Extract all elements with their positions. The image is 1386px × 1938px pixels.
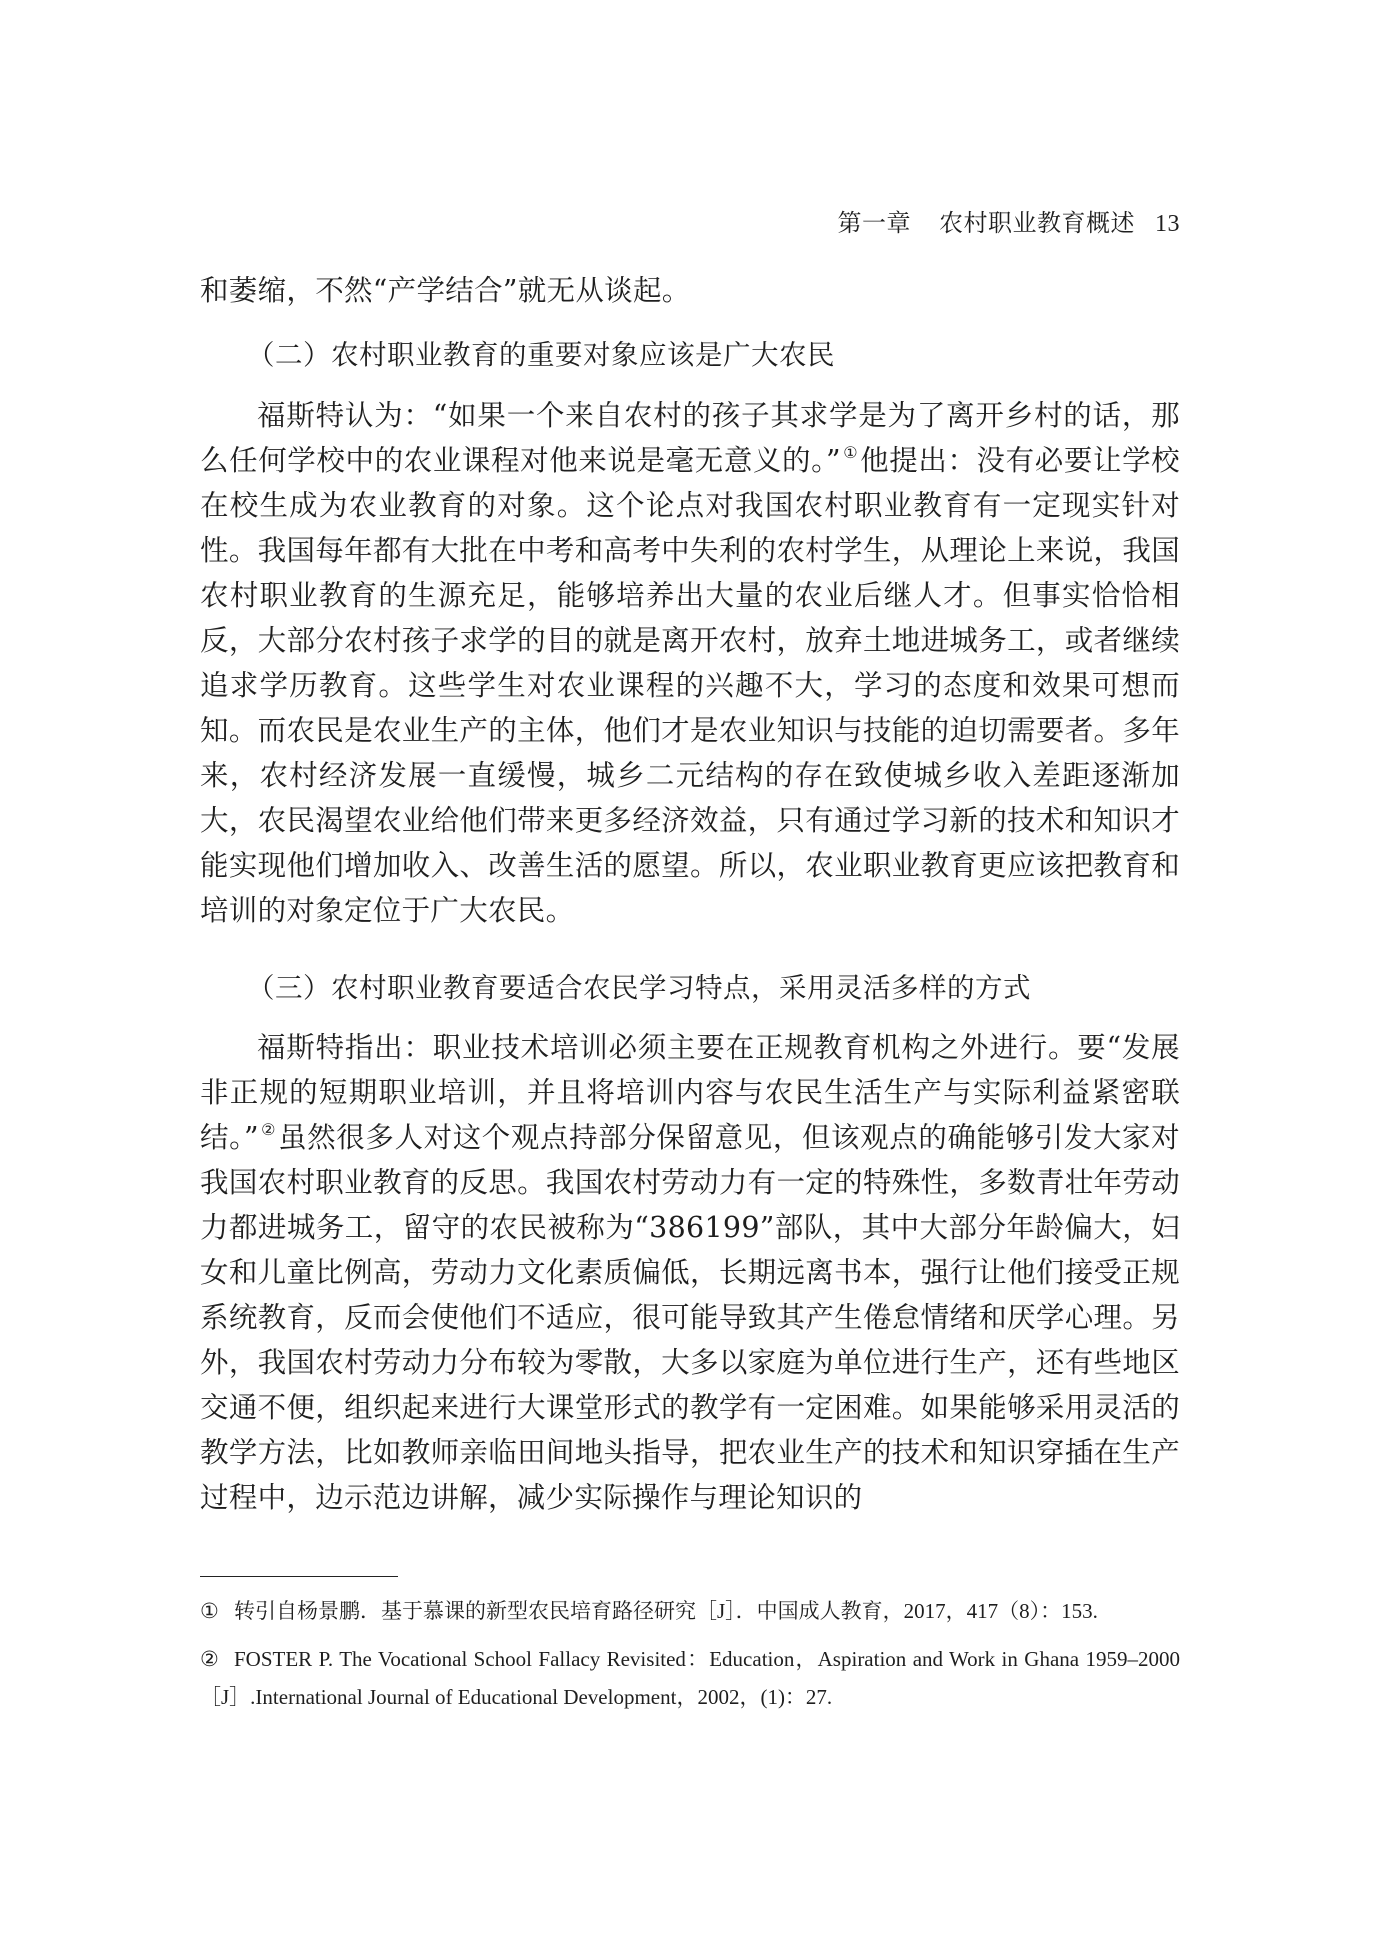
section-2-text-b: 他提出：没有必要让学校在校生成为农业教育的对象。这个论点对我国农村职业教育有一定现实针对性。我国每年都有大批在中考和高考中失利的农村学生，从理论上来说，我国农村职业教育的生源充足，能够培养出大量的农业后继人才。但事实恰恰相反，大部分农村孩子求学的目的就是离开农村，放弃土地进城务工，或者继续追求学历教育。这些学生对农业课程的兴趣不大，学习的态度和效果可想而知。而农民是农业生产的主体，他们才是农业知识与技能的迫切需要者。多年来，农村经济发展一直缓慢，城乡二元结构的存在致使城乡收入差距逐渐加大，农民渴望农业给他们带来更多经济效益，只有通过学习新的技术和知识才能实现他们增加收入、改善生活的愿望。所以，农业职业教育更应该把教育和培训的对象定位于广大农民。: [200, 444, 1180, 927]
footnote-1-text: 转引自杨景鹏．基于慕课的新型农民培育路径研究［J］．中国成人教育，2017，417（8）：153.: [234, 1599, 1098, 1623]
continued-paragraph: [200, 268, 1180, 313]
footnote-divider: [200, 1576, 398, 1577]
footnote-2: [200, 1640, 1180, 1716]
continued-paragraph-text: 和萎缩，不然“产学结合”就无从谈起。: [200, 274, 691, 307]
footnote-1: [200, 1592, 1180, 1630]
running-header: [200, 208, 1180, 239]
section-heading-3: （三）农村职业教育要适合农民学习特点，采用灵活多样的方式: [247, 972, 1031, 1004]
chapter-label: 第一章: [837, 209, 911, 237]
section-heading-2: （二）农村职业教育的重要对象应该是广大农民: [247, 339, 835, 371]
section-3-text-b: 虽然很多人对这个观点持部分保留意见，但该观点的确能够引发大家对我国农村职业教育的反思。我国农村劳动力有一定的特殊性，多数青壮年劳动力都进城务工，留守的农民被称为“386199”部队，其中大部分年龄偏大，妇女和儿童比例高，劳动力文化素质偏低，长期远离书本，强行让他们接受正规系统教育，反而会使他们不适应，很可能导致其产生倦怠情绪和厌学心理。另外，我国农村劳动力分布较为零散，大多以家庭为单位进行生产，还有些地区交通不便，组织起来进行大课堂形式的教学有一定困难。如果能够采用灵活的教学方法，比如教师亲临田间地头指导，把农业生产的技术和知识穿插在生产过程中，边示范边讲解，减少实际操作与理论知识的: [200, 1121, 1180, 1514]
footnote-ref-1[interactable]: ①: [842, 443, 859, 462]
section-3-text-a: 福斯特指出：职业技术培训必须主要在正规教育机构之外进行。要“发展非正规的短期职业培训，并且将培训内容与农民生活生产与实际利益紧密联结。”: [200, 1031, 1180, 1154]
footnote-1-mark: ①: [200, 1599, 219, 1623]
section-3-paragraph: [200, 1025, 1180, 1520]
section-2-text-a: 福斯特认为：“如果一个来自农村的孩子其求学是为了离开乡村的话，那么任何学校中的农业课程对他来说是毫无意义的。”: [200, 399, 1180, 477]
page-number: 13: [1155, 211, 1180, 237]
footnote-2-text: FOSTER P. The Vocational School Fallacy Revisited：Education，Aspiration and Work in Ghana 1959–2000［J］.International Journal of Educational Development，2002，(1)：27.: [200, 1647, 1180, 1709]
footnotes: [200, 1592, 1180, 1726]
footnote-ref-2[interactable]: ②: [260, 1120, 277, 1139]
footnote-2-mark: ②: [200, 1647, 219, 1671]
section-2-paragraph: [200, 393, 1180, 933]
chapter-title: 农村职业教育概述: [939, 209, 1135, 237]
